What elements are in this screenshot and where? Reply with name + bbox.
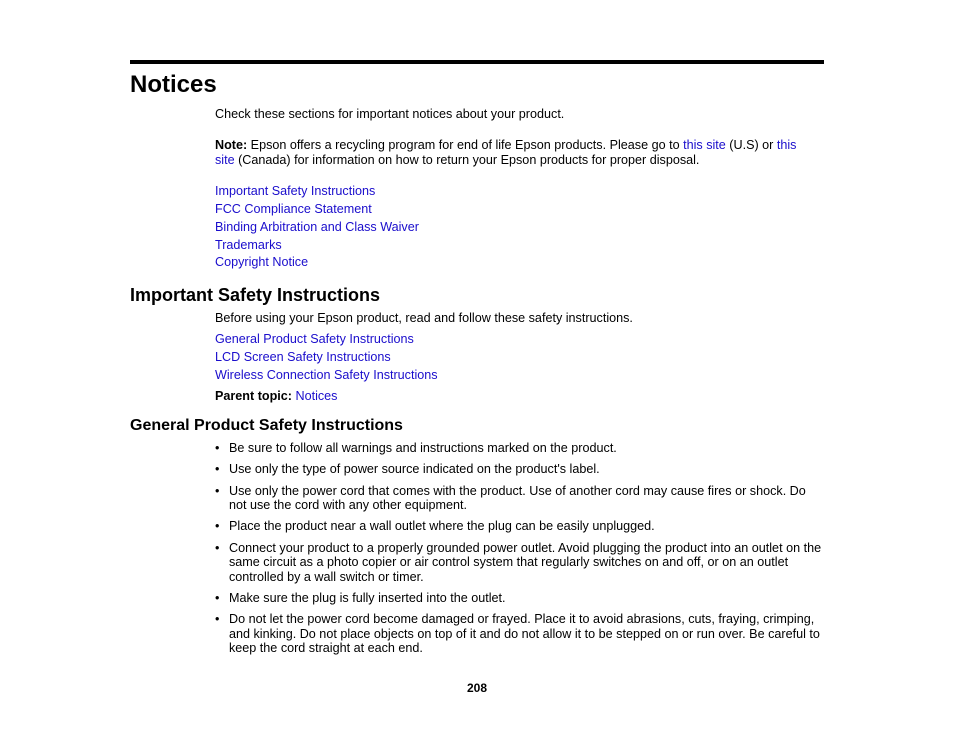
intro-text: Check these sections for important notices about your product. <box>215 107 565 121</box>
note-label: Note: <box>215 138 248 152</box>
note-text-2: (U.S) or <box>725 138 777 152</box>
link-binding-arbitration[interactable]: Binding Arbitration and Class Waiver <box>215 220 419 234</box>
safety-intro: Before using your Epson product, read and follow these safety instructions. <box>215 311 633 325</box>
canada-recycling-link-part-2[interactable]: site <box>215 153 235 167</box>
safety-heading: Important Safety Instructions <box>130 285 381 305</box>
parent-topic-label: Parent topic: <box>215 389 292 403</box>
bullet-item: • Place the product near a wall outlet where the plug can be easily unplugged. <box>215 519 825 534</box>
note-text-1: Epson offers a recycling program for end of life Epson products. Please go to <box>247 138 684 152</box>
bullet-item: • Use only the power cord that comes with the product. Use of another cord may cause fires or shock. Do not use the cord with any other equipment. <box>215 484 825 513</box>
link-wireless-safety[interactable]: Wireless Connection Safety Instructions <box>215 368 438 382</box>
note-text-3: (Canada) for information on how to return your Epson products for proper disposal. <box>234 153 700 167</box>
note-paragraph <box>215 138 825 168</box>
bullet-item: • Make sure the plug is fully inserted into the outlet. <box>215 591 825 606</box>
safety-bullet-list <box>215 441 825 663</box>
page-title: Notices <box>130 71 217 98</box>
title-rule <box>130 60 824 64</box>
page-number: 208 <box>466 681 488 695</box>
link-important-safety[interactable]: Important Safety Instructions <box>215 184 376 198</box>
link-general-product-safety[interactable]: General Product Safety Instructions <box>215 332 414 346</box>
parent-topic-link[interactable]: Notices <box>295 389 338 403</box>
parent-topic <box>215 389 825 404</box>
bullet-item: • Do not let the power cord become damaged or frayed. Place it to avoid abrasions, cuts, fraying, crimping, and kinking. Do not place objects on top of it and do not allow it to be stepped on or run over. Be careful to keep the cord straight at each end. <box>215 612 825 656</box>
general-heading: General Product Safety Instructions <box>130 417 403 434</box>
us-recycling-link[interactable]: this site <box>683 138 726 152</box>
canada-recycling-link-part-1[interactable]: this <box>776 138 797 152</box>
link-lcd-screen-safety[interactable]: LCD Screen Safety Instructions <box>215 350 391 364</box>
bullet-item: • Use only the type of power source indicated on the product's label. <box>215 462 825 477</box>
bullet-item: • Connect your product to a properly grounded power outlet. Avoid plugging the product into an outlet on the same circuit as a photo copier or air control system that regularly switches on and off, or on an outlet controlled by a wall switch or timer. <box>215 541 825 585</box>
link-copyright[interactable]: Copyright Notice <box>215 255 309 269</box>
link-trademarks[interactable]: Trademarks <box>215 238 282 252</box>
bullet-item: • Be sure to follow all warnings and instructions marked on the product. <box>215 441 825 456</box>
link-fcc-compliance[interactable]: FCC Compliance Statement <box>215 202 372 216</box>
